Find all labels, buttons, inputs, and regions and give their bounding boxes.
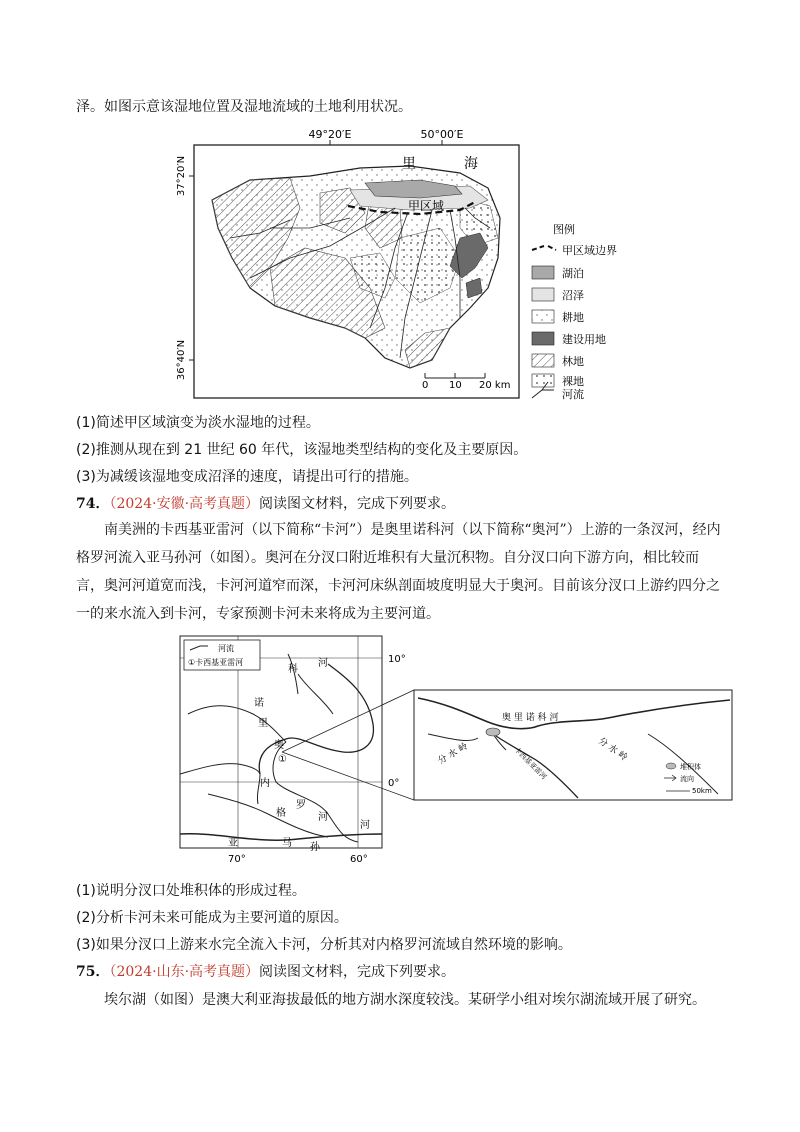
q73-sub1: (1)简述甲区域演变为淡水湿地的过程。 [76, 415, 320, 431]
inset-divide-right: 分 水 岭 [596, 736, 629, 764]
orinoco-char-5: 河 [318, 658, 328, 669]
q75-number: 75． [76, 964, 110, 980]
inset-orinoco-label: 奥 里 诺 科 河 [502, 713, 559, 723]
orinoco-char-2: 里 [258, 718, 268, 729]
scale-20: 20 km [479, 380, 511, 391]
amazon-char-2: 马 [282, 838, 292, 849]
scale-10: 10 [449, 380, 462, 391]
q75-source: （2024·山东·高考真题） [109, 964, 260, 980]
amazon-char-1: 亚 [228, 838, 238, 849]
q73-sub3: (3)为减缓该湿地变成沼泽的速度，请提出可行的措施。 [76, 469, 418, 485]
scale-0: 0 [422, 380, 429, 391]
legend-casiquiare-label: ①卡西基亚雷河 [188, 658, 244, 667]
q74-sub3: (3)如果分汊口上游来水完全流入卡河，分析其对内格罗河流域自然环境的影响。 [76, 937, 572, 953]
legend-bare: 裸地 [562, 375, 584, 388]
lat-label-2: 36°40′N [176, 339, 187, 381]
wetland-map [170, 128, 640, 400]
legend-boundary: 甲区域边界 [562, 244, 617, 257]
q74-number: 74． [76, 496, 110, 512]
orinoco-char-1: 奥 [274, 740, 284, 751]
amazon-char-4: 河 [360, 820, 370, 831]
legend-river-label: 河流 [218, 644, 234, 653]
legend-title: 图例 [553, 223, 575, 236]
legend-cropland: 耕地 [562, 311, 584, 324]
lon-70: 70° [228, 854, 246, 865]
q75-paragraph: 埃尔湖（如图）是澳大利亚海拔最低的地方湖水深度较浅。某研学小组对埃尔湖流域开展了研究。 [104, 992, 706, 1008]
lon-label-1: 49°20′E [308, 128, 352, 141]
inset-deposit [486, 728, 500, 736]
inset-casiquiare-label: 卡西基亚雷河 [512, 745, 548, 782]
lon-label-2: 50°00′E [420, 128, 464, 141]
zone-label: 甲区域 [408, 199, 445, 213]
legend-lake: 湖泊 [562, 267, 584, 280]
negro-char-1: 内 [260, 778, 270, 789]
lat-10: 10° [388, 654, 406, 665]
intro-line: 泽。如图示意该湿地位置及湿地流域的土地利用状况。 [76, 99, 412, 115]
legend-forest: 林地 [562, 355, 584, 368]
casiquiare-map [178, 634, 734, 866]
legend-swamp: 沼泽 [562, 289, 584, 302]
q75-header [76, 963, 455, 981]
legend [532, 243, 617, 400]
amazon-char-3: 孙 [310, 842, 320, 853]
q74-header [76, 495, 455, 513]
casiquiare-map-figure [178, 634, 734, 866]
wetland-map-figure [170, 128, 640, 400]
q74-sub1: (1)说明分汊口处堆积体的形成过程。 [76, 883, 306, 899]
negro-char-2: 格 [276, 808, 286, 819]
lat-label-1: 37°20′N [176, 155, 187, 197]
q74-source: （2024·安徽·高考真题） [109, 496, 260, 512]
orinoco-char-4: 科 [288, 664, 298, 675]
lat-0: 0° [388, 778, 400, 789]
inset-divide-left: 分 水 岭 [436, 741, 470, 767]
q74-sub2: (2)分析卡河未来可能成为主要河道的原因。 [76, 910, 348, 926]
legend-builtup: 建设用地 [562, 333, 606, 346]
q75-prompt: 阅读图文材料，完成下列要求。 [259, 964, 456, 980]
q74-paragraph: 南美洲的卡西基亚雷河（以下简称“卡河”）是奥里诺科河（以下简称“奥河”）上游的一条汊河，经内格罗河流入亚马孙河（如图）。奥河在分汊口附近堆积有大量沉积物。自分汊口向下游方向，相比较而言，奥河河道宽而浅，卡河河道窄而深，卡河河床纵剖面坡度明显大于奥河。目前该分汊口上游约四分之一的来水流入到卡河，专家预测卡河未来将成为主要河道。 [76, 522, 721, 622]
negro-char-4: 河 [318, 812, 328, 823]
q73-sub2: (2)推测从现在到 21 世纪 60 年代，该湿地类型结构的变化及主要原因。 [76, 442, 528, 458]
negro-char-3: 罗 [296, 800, 306, 811]
inset-legend-flow: 流向 [680, 775, 694, 783]
inset-legend-deposit: 堆积体 [680, 763, 701, 771]
inset-scale: 50km [692, 787, 712, 795]
casiquiare-marker: ① [278, 754, 287, 765]
orinoco-char-3: 诺 [254, 698, 264, 709]
sea-label-2: 海 [464, 156, 478, 172]
legend-river: 河流 [562, 388, 584, 400]
sea-label-1: 里 [402, 156, 416, 172]
lon-60: 60° [350, 854, 368, 865]
q74-prompt: 阅读图文材料，完成下列要求。 [259, 496, 456, 512]
